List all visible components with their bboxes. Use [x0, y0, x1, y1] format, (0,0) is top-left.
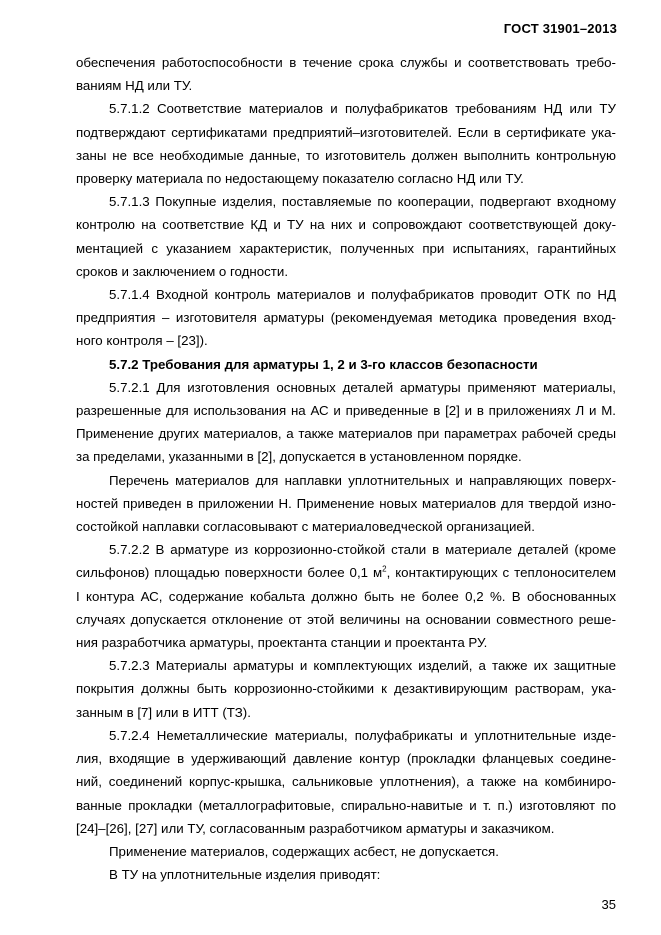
text-line: обеспечения работоспособности в течение срока службы и соответствовать требо- [76, 55, 616, 70]
superscript: 2 [382, 565, 387, 575]
section-heading: 5.7.2 Требования для арматуры 1, 2 и 3-го классов безопасности [109, 356, 538, 372]
text-segment: , контактирующих с теплоносителем [386, 565, 616, 581]
text-line: Применение материалов, содержащих асбест, не допускается. [109, 843, 499, 859]
text-line: занным в [7] или в ИТТ (ТЗ). [76, 704, 251, 720]
text-line: подтверждают сертификатами предприятий–изготовителей. Если в сертификате ука- [76, 124, 616, 140]
text-line: контролю на соответствие КД и ТУ на них и сопровождают соответствующей доку- [76, 217, 616, 233]
text-line: ния разработчика арматуры, проектанта станции и проектанта РУ. [76, 635, 488, 651]
text-line: ного контроля – [23]). [76, 333, 208, 349]
text-line: 5.7.2.3 Материалы арматуры и комплектующих изделий, а также их защитные [109, 658, 616, 674]
text-line: состойкой наплавки согласовывают с материаловедческой организацией. [76, 519, 535, 535]
text-line: Перечень материалов для наплавки уплотнительных и направляющих поверх- [109, 472, 616, 488]
text-line: [24]–[26], [27] или ТУ, согласованным разработчиком арматуры и заказчиком. [76, 820, 555, 836]
text-line: случаях допускается отклонение от этой величины на основании совместного реше- [76, 611, 616, 627]
text-line: за пределами, указанными в [2], допускается в установленном порядке. [76, 449, 522, 465]
text-line: сроков и заключением о годности. [76, 263, 289, 279]
text-line: предприятия – изготовителя арматуры (рекомендуемая методика проведения вход- [76, 310, 616, 326]
document-body [76, 51, 616, 886]
document-header: ГОСТ 31901–2013 [503, 21, 617, 36]
text-line: 5.7.1.3 Покупные изделия, поставляемые по кооперации, подвергают входному [109, 194, 616, 210]
text-line: 5.7.2.4 Неметаллические материалы, полуфабрикаты и уплотнительные изде- [109, 727, 616, 743]
text-line [76, 561, 616, 584]
text-line: В ТУ на уплотнительные изделия приводят: [109, 867, 381, 883]
text-segment: сильфонов) площадью поверхности более 0,1 м [76, 565, 383, 581]
text-line: ностей приведен в приложении Н. Применение новых материалов для твердой изно- [76, 495, 616, 511]
text-line: 5.7.2.1 Для изготовления основных деталей арматуры применяют материалы, [109, 379, 616, 395]
text-line: проверку материала по недостающему показателю согласно НД или ТУ. [76, 171, 524, 187]
text-line: ванные прокладки (металлографитовые, спирально-навитые и т. п.) изготовляют по [76, 797, 616, 813]
text-line: ний, соединений корпус-крышка, сальниковые уплотнения), а также на комбиниро- [76, 774, 616, 790]
text-line: разрешенные для использования на АС и приведенные в [2] и в приложениях Л и М. [76, 403, 616, 419]
text-line: Применение других материалов, а также материалов при параметрах рабочей среды [76, 426, 616, 442]
text-line: ваниям НД или ТУ. [76, 78, 193, 94]
text-line: ментацией с указанием характеристик, полученных при испытаниях, гарантийных [76, 240, 616, 256]
text-line: 5.7.1.4 Входной контроль материалов и полуфабрикатов проводит ОТК по НД [109, 287, 616, 303]
text-line: I контура АС, содержание кобальта должно быть не более 0,2 %. В обоснованных [76, 588, 616, 604]
text-line: заны не все необходимые данные, то изготовитель должен выполнить контрольную [76, 147, 616, 163]
text-line: покрытия должны быть коррозионно-стойкими к дезактивирующим растворам, ука- [76, 681, 616, 697]
text-line: 5.7.1.2 Соответствие материалов и полуфабрикатов требованиям НД или ТУ [109, 101, 616, 117]
text-line: 5.7.2.2 В арматуре из коррозионно-стойкой стали в материале деталей (кроме [109, 542, 616, 558]
page-number: 35 [601, 897, 616, 912]
text-line: лия, входящие в удерживающий давление контур (прокладки фланцевых соедине- [76, 751, 616, 767]
